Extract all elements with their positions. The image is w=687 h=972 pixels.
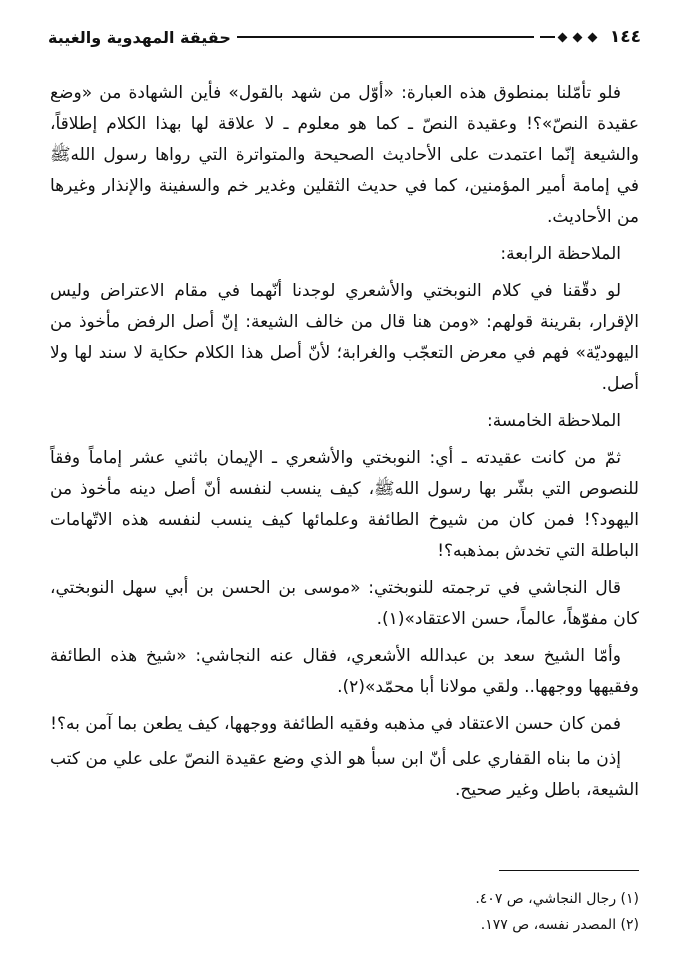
footnote: (١) رجال النجاشي، ص ٤٠٧. <box>475 891 639 907</box>
paragraph: قال النجاشي في ترجمته للنوبختي: «موسى بن الحسن بن أبي سهل النوبختي، كان مفوّهاً، عالماً، حسن الاعتقاد»(١). <box>50 578 639 629</box>
footnote-divider <box>499 870 639 871</box>
paragraph: فمن كان حسن الاعتقاد في مذهبه وفقيه الطائفة ووجهها، كيف يطعن بما آمن به؟! <box>50 714 621 734</box>
page-body <box>50 78 639 812</box>
header-ornament-icon <box>540 34 600 41</box>
page-number: ١٤٤ <box>609 27 641 47</box>
footnotes <box>50 886 639 938</box>
book-title: حقيقة المهدوية والغيبة <box>48 27 231 47</box>
paragraph: إذن ما بناه القفاري على أنّ ابن سبأ هو الذي وضع عقيدة النصّ على علي من كتب الشيعة، باطل وغير صحيح. <box>50 749 639 800</box>
header-rule <box>237 36 534 38</box>
page-header <box>48 22 641 52</box>
section-heading: الملاحظة الخامسة: <box>486 411 621 431</box>
paragraph: فلو تأمّلنا بمنطوق هذه العبارة: «أوّل من شهد بالقول» فأين الشهادة من «وضع عقيدة النصّ»؟! وعقيدة النصّ ـ كما هو معلوم ـ لا علاقة لها بهذا الكلام إطلاقاً، والشيعة إنّما اعتمدت على الأحاديث الصحيحة والمتواترة التي رواها رسول اللهﷺ في إمامة أمير المؤمنين، كما في حديث الثقلين وغدير خم والسفينة والإنذار وغيرها من الأحاديث. <box>50 83 639 227</box>
paragraph: ثمّ من كانت عقيدته ـ أي: النوبختي والأشعري ـ الإيمان باثني عشر إماماً وفقاً للنصوص التي بشّر بها رسول اللهﷺ، كيف ينسب لنفسه أنّ أصل دينه مأخوذ من اليهود؟! فمن كان من شيوخ الطائفة وعلمائها كيف ينسب لنفسه هذه الاتّهامات الباطلة التي تخدش بمذهبه؟! <box>50 448 639 561</box>
paragraph: لو دقّقنا في كلام النوبختي والأشعري لوجدنا أنّهما في مقام الاعتراض وليس الإقرار، بقرينة قولهم: «ومن هنا قال من خالف الشيعة: إنّ أصل الرفض مأخوذ من اليهوديّة» فهم في معرض التعجّب والغرابة؛ لأنّ أصل هذا الكلام حكاية لا سند لها ولا أصل. <box>50 281 639 394</box>
footnote: (٢) المصدر نفسه، ص ١٧٧. <box>480 917 639 933</box>
section-heading: الملاحظة الرابعة: <box>500 244 621 264</box>
paragraph: وأمّا الشيخ سعد بن عبدالله الأشعري، فقال عنه النجاشي: «شيخ هذه الطائفة وفقيهها ووجهها.. ولقي مولانا أبا محمّد»(٢). <box>50 646 639 697</box>
